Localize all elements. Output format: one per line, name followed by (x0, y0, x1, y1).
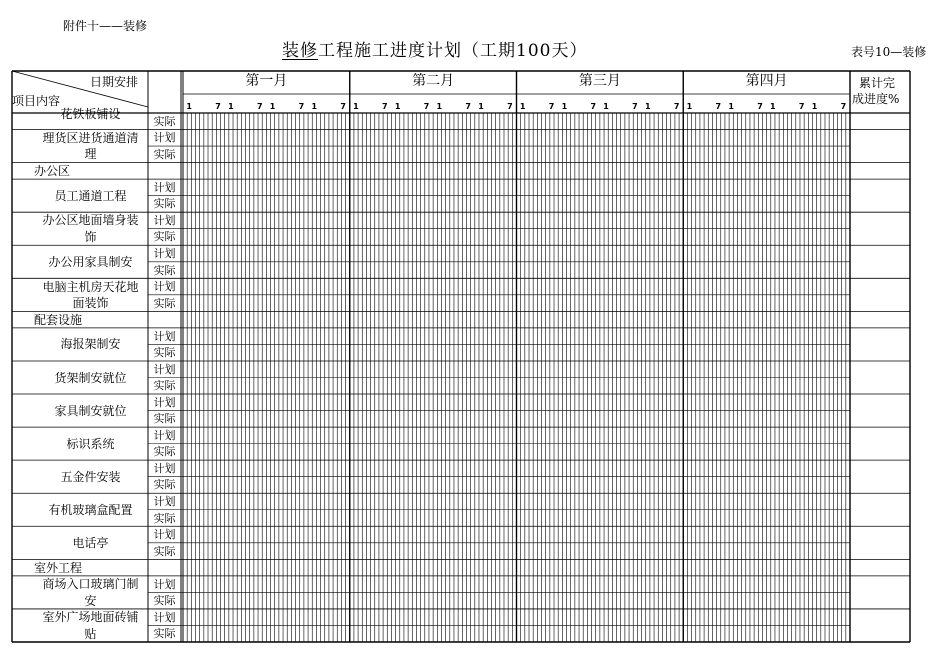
task-name: 电话亭 (72, 535, 109, 550)
task-name: 办公区地面墙身装 (42, 213, 139, 228)
task-name: 有机玻璃盒配置 (48, 502, 133, 517)
day-tick-label: 1 (311, 102, 318, 111)
attachment-label: 附件十——装修 (63, 19, 148, 33)
actual-label: 实际 (153, 346, 176, 360)
day-tick-label: 1 (728, 102, 734, 111)
actual-label: 实际 (153, 296, 176, 310)
title-underlined-part: 装修 (282, 41, 318, 61)
plan-label: 计划 (153, 213, 176, 227)
plan-label: 计划 (153, 428, 176, 442)
day-tick-label: 7 (340, 102, 346, 111)
day-tick-label: 1 (186, 102, 192, 111)
task-name: 货架制安就位 (54, 370, 127, 385)
day-tick-label: 7 (548, 102, 555, 111)
section-label: 办公区 (34, 163, 71, 178)
actual-label: 实际 (153, 544, 176, 558)
day-tick-label: 1 (394, 102, 401, 111)
header-content-label: 项目内容 (12, 94, 61, 108)
task-name-continued: 理 (84, 147, 97, 162)
section-label: 室外工程 (34, 560, 83, 575)
form-number: 表号10—装修 (851, 45, 927, 59)
actual-label: 实际 (153, 594, 176, 608)
task-name: 理货区进货通道清 (42, 130, 139, 145)
task-name: 商场入口玻璃门制 (42, 577, 139, 592)
day-tick-label: 7 (382, 102, 388, 111)
actual-label: 实际 (153, 379, 176, 393)
day-tick-label: 1 (519, 102, 526, 111)
actual-label: 实际 (153, 627, 176, 641)
plan-label: 计划 (153, 577, 176, 591)
day-tick-label: 7 (256, 102, 263, 111)
day-tick-label: 7 (465, 102, 471, 111)
task-name: 海报架制安 (60, 337, 121, 352)
task-name-continued: 安 (84, 593, 97, 608)
day-tick-label: 1 (561, 102, 568, 111)
day-tick-label: 7 (590, 102, 597, 111)
day-tick-label: 7 (507, 102, 513, 111)
progress-label-line1: 累计完 (859, 76, 896, 90)
task-name-continued: 贴 (84, 626, 97, 641)
day-tick-label: 7 (673, 102, 680, 111)
plan-label: 计划 (153, 528, 176, 542)
actual-label: 实际 (153, 197, 176, 211)
actual-label: 实际 (153, 147, 176, 161)
task-name: 员工通道工程 (54, 188, 127, 203)
day-tick-label: 7 (215, 102, 221, 111)
header-date-label: 日期安排 (90, 75, 139, 89)
title-rest: 工程施工进度计划（工期100天） (318, 41, 588, 61)
day-tick-label: 7 (840, 102, 847, 111)
day-tick-label: 7 (757, 102, 763, 111)
progress-label-line2: 成进度% (852, 92, 900, 106)
plan-label: 计划 (153, 362, 176, 376)
task-name-continued: 饰 (84, 229, 97, 244)
plan-label: 计划 (153, 610, 176, 624)
plan-label: 计划 (153, 329, 176, 343)
day-tick-label: 1 (436, 102, 443, 111)
task-name: 花铁板铺设 (60, 107, 121, 121)
plan-label: 计划 (153, 395, 176, 409)
day-tick-label: 1 (811, 102, 818, 111)
task-name-continued: 面装饰 (72, 296, 109, 311)
actual-label: 实际 (153, 478, 176, 492)
task-name: 五金件安装 (60, 469, 121, 484)
month-header: 第二月 (412, 73, 455, 89)
plan-label: 计划 (153, 131, 176, 145)
actual-label: 实际 (153, 445, 176, 459)
month-header: 第四月 (745, 73, 788, 89)
day-tick-label: 1 (686, 102, 693, 111)
actual-label: 实际 (153, 114, 176, 128)
task-name: 办公用家具制安 (48, 254, 133, 269)
day-tick-label: 7 (423, 102, 430, 111)
day-tick-label: 7 (798, 102, 805, 111)
plan-label: 计划 (153, 280, 176, 294)
day-tick-label: 1 (603, 102, 609, 111)
section-label: 配套设施 (34, 312, 83, 327)
day-tick-label: 1 (353, 102, 359, 111)
day-tick-label: 1 (228, 102, 234, 111)
plan-label: 计划 (153, 247, 176, 261)
task-name: 室外广场地面砖铺 (42, 610, 139, 625)
task-name: 家具制安就位 (54, 403, 127, 418)
day-tick-label: 1 (269, 102, 276, 111)
day-tick-label: 1 (478, 102, 484, 111)
month-header: 第三月 (578, 73, 621, 89)
day-tick-label: 7 (298, 102, 305, 111)
month-header: 第一月 (245, 73, 288, 89)
task-name: 电脑主机房天花地 (42, 279, 139, 294)
actual-label: 实际 (153, 511, 176, 525)
plan-label: 计划 (153, 180, 176, 194)
day-tick-label: 1 (644, 102, 651, 111)
task-name: 标识系统 (66, 436, 115, 451)
plan-label: 计划 (153, 461, 176, 475)
day-tick-label: 1 (770, 102, 776, 111)
day-tick-label: 7 (632, 102, 638, 111)
actual-label: 实际 (153, 230, 176, 244)
actual-label: 实际 (153, 412, 176, 426)
day-tick-label: 7 (715, 102, 722, 111)
plan-label: 计划 (153, 494, 176, 508)
actual-label: 实际 (153, 263, 176, 277)
